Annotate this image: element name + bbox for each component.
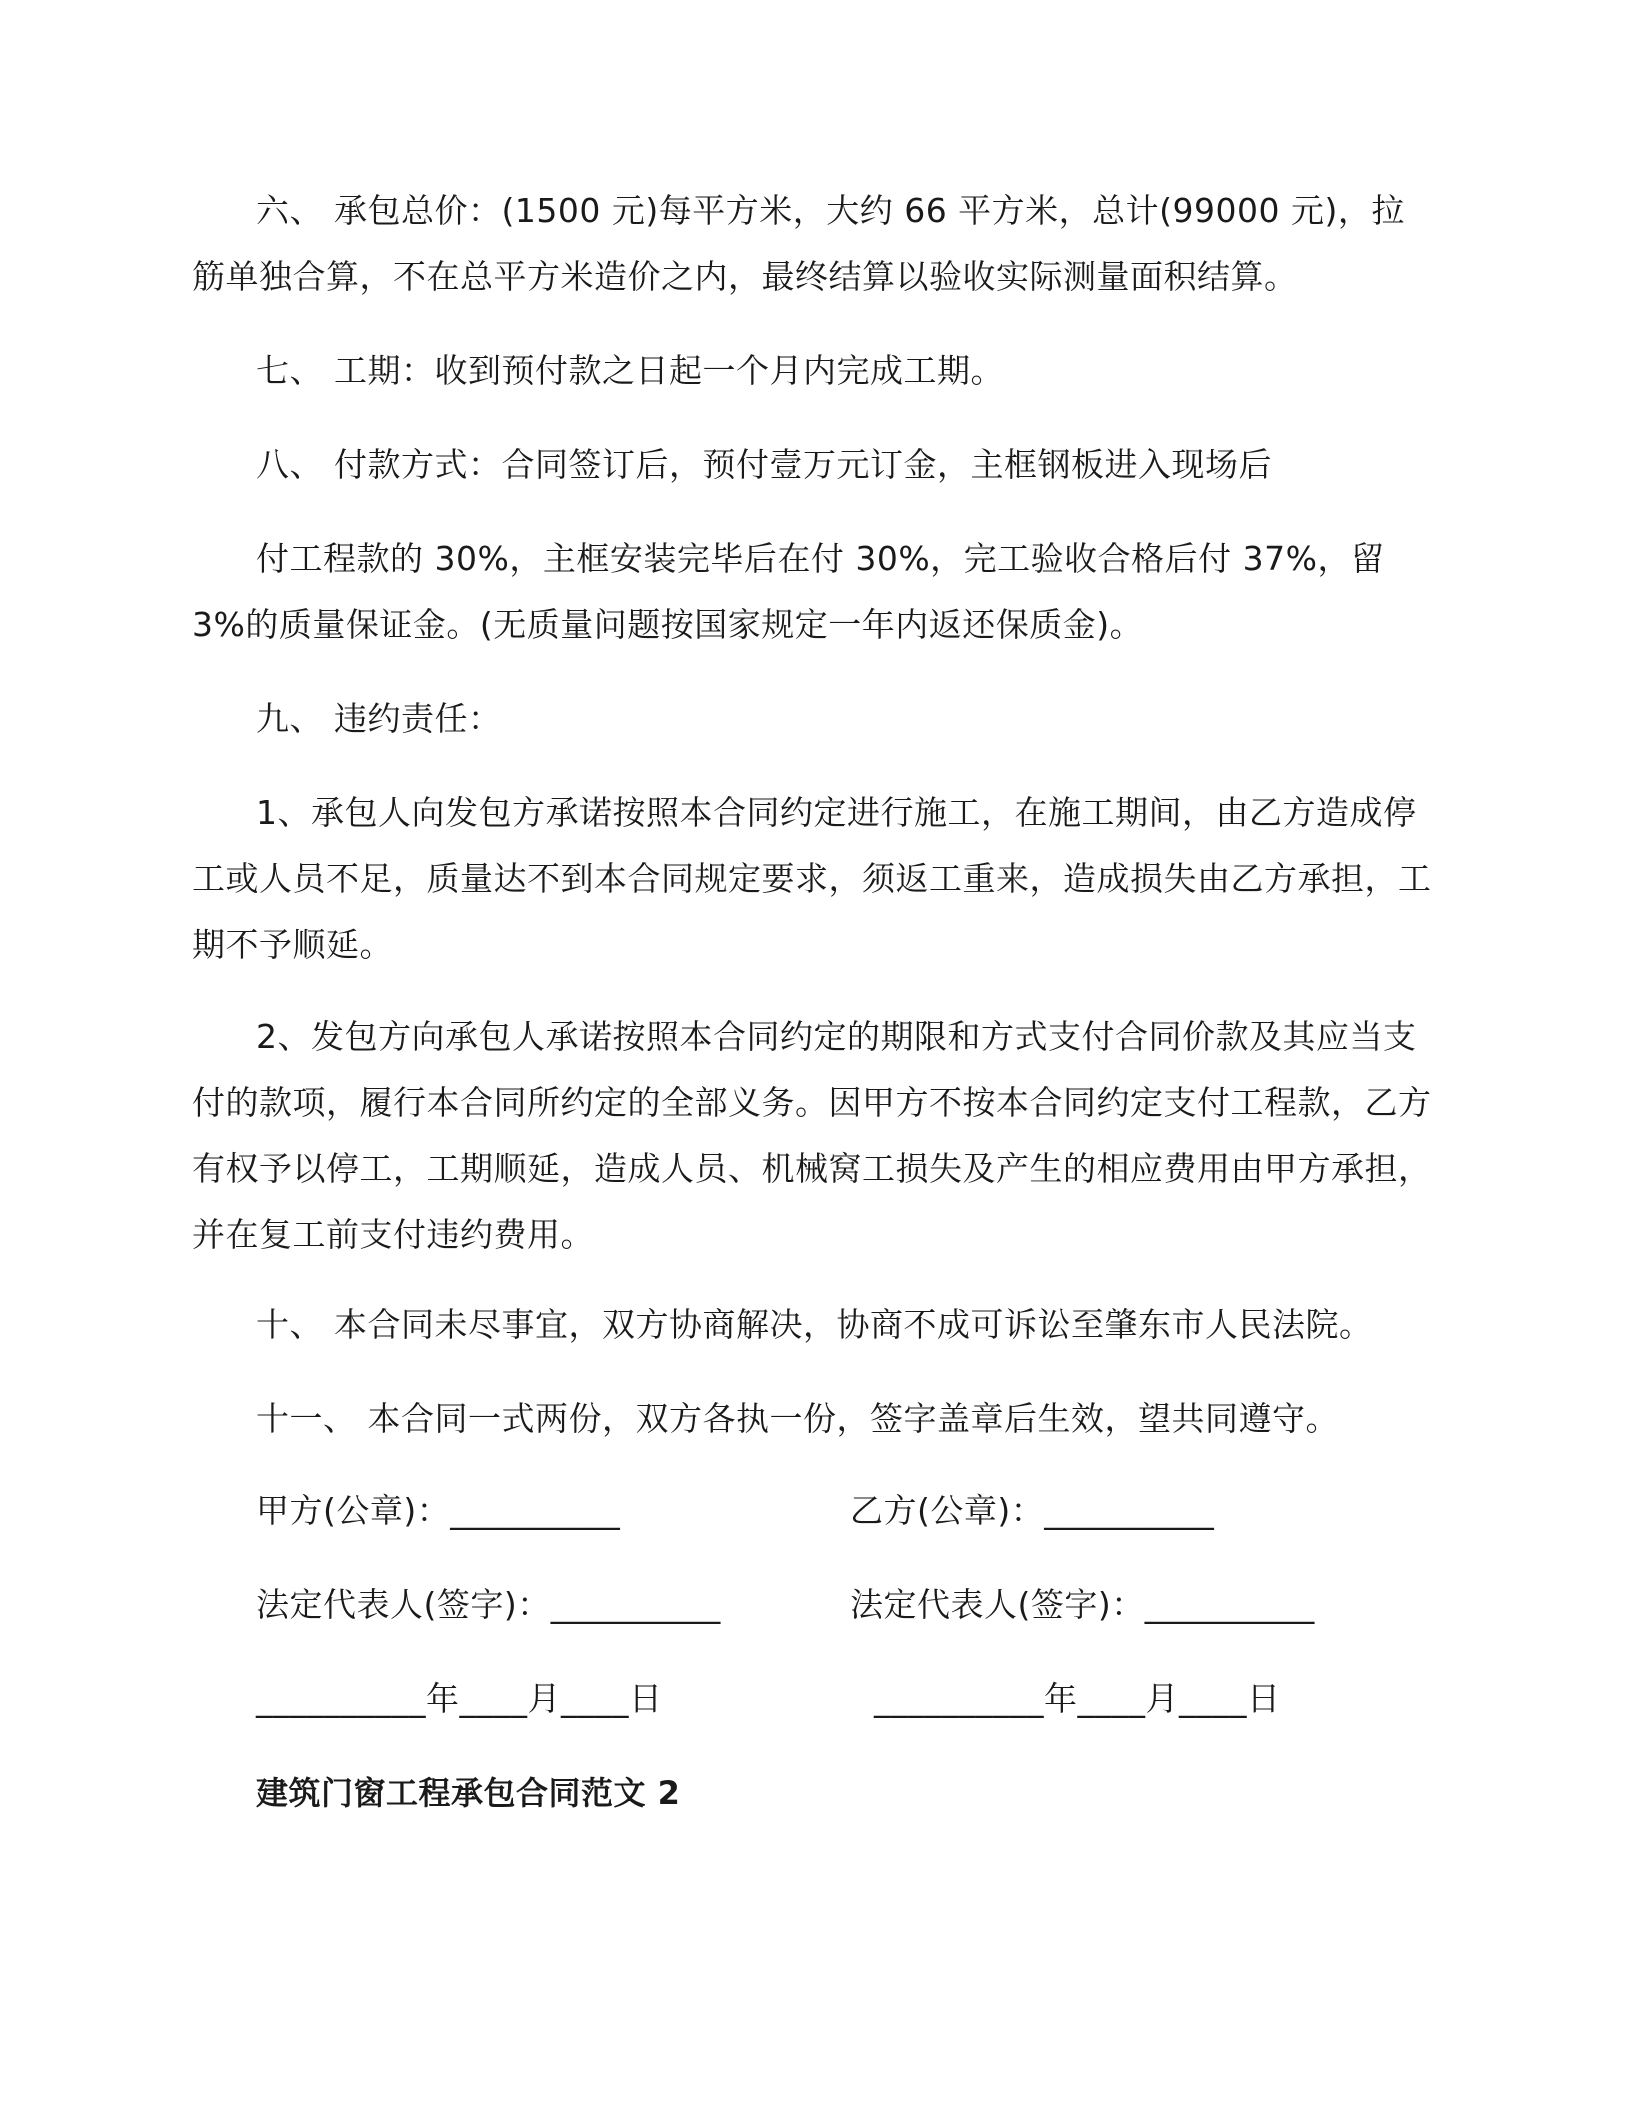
clause-nine-item-2: 2、发包方向承包人承诺按照本合同约定的期限和方式支付合同价款及其应当支付的款项，履行本合同所约定的全部义务。因甲方不按本合同约定支付工程款，乙方有权予以停工，工期顺延，造成人员、机械窝工损失及产生的相应费用由甲方承担，并在复工前支付违约费用。 [192,1017,1432,1254]
clause-six: 六、 承包总价：(1500 元)每平方米，大约 66 平方米，总计(99000 元)，拉筋单独合算，不在总平方米造价之内，最终结算以验收实际测量面积结算。 [192,191,1405,296]
clause-ten: 十、 本合同未尽事宜，双方协商解决，协商不成可诉讼至肇东市人民法院。 [256,1305,1373,1344]
clause-eleven: 十一、 本合同一式两份，双方各执一份，签字盖章后生效，望共同遵守。 [256,1399,1339,1438]
party-a-seal-line: 甲方(公章)：__________ [256,1491,621,1530]
party-b-date-line: __________年____月____日 [874,1679,1281,1718]
party-a-date-line: __________年____月____日 [256,1679,663,1718]
clause-nine-title: 九、 违约责任： [256,699,502,738]
party-b-rep-line: 法定代表人(签字)：__________ [850,1585,1315,1624]
clause-eight-line2: 付工程款的 30%，主框安装完毕后在付 30%，完工验收合格后付 37%，留 3%的质量保证金。(无质量问题按国家规定一年内返还保质金)。 [192,539,1385,644]
clause-eight-line1: 八、 付款方式：合同签订后，预付壹万元订金，主框钢板进入现场后 [256,445,1272,484]
party-a-rep-line: 法定代表人(签字)：__________ [256,1585,721,1624]
clause-nine-item-1: 1、承包人向发包方承诺按照本合同约定进行施工，在施工期间，由乙方造成停工或人员不足，质量达不到本合同规定要求，须返工重来，造成损失由乙方承担，工期不予顺延。 [192,793,1432,964]
next-section-heading: 建筑门窗工程承包合同范文 2 [256,1774,681,1812]
party-b-seal-line: 乙方(公章)：__________ [850,1491,1215,1530]
clause-seven: 七、 工期：收到预付款之日起一个月内完成工期。 [256,351,1004,390]
